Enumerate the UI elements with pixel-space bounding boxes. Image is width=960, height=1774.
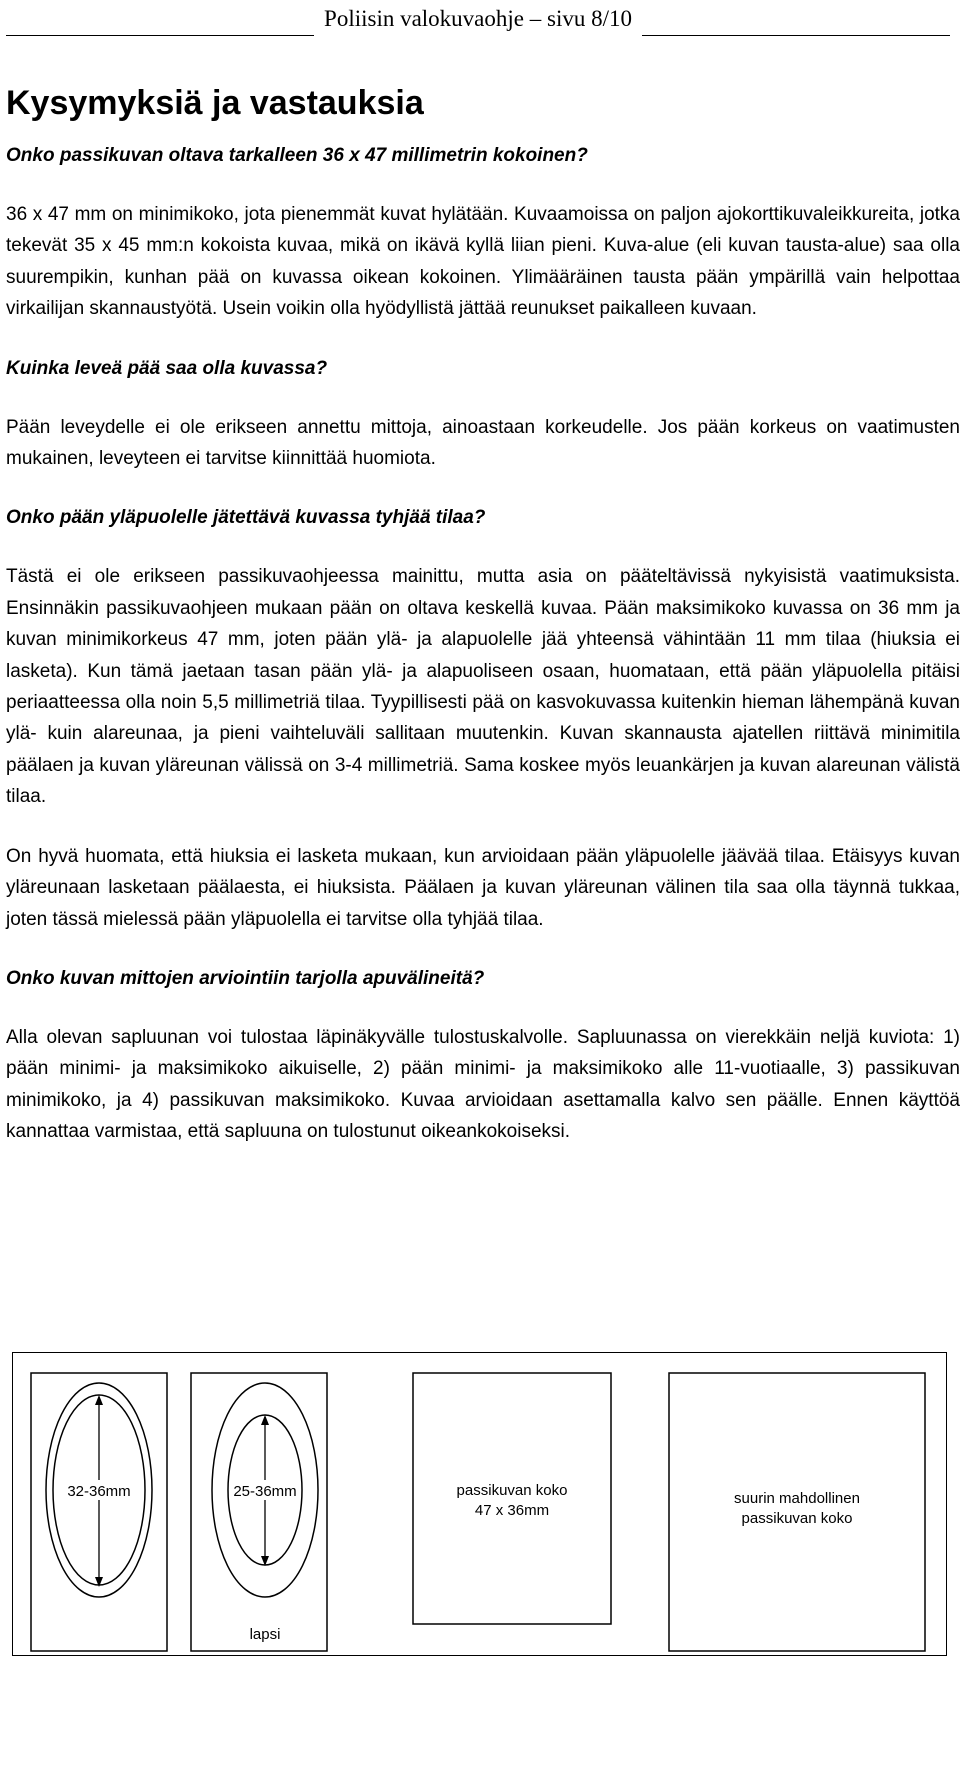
header-rule-right <box>642 8 950 36</box>
answer-4-paragraph-1: Alla olevan sapluunan voi tulostaa läpinäkyvälle tulostuskalvolle. Sapluunassa on vierekkäin neljä kuviota: 1) pään minimi- ja maksimikoko aikuiselle, 2) pään minimi- ja maksimikoko alle 11-vuotiaalle, 3) passikuvan minimikoko, ja 4) passikuvan maksimikoko. Kuvaa arvioidaan asettamalla kalvo sen päälle. Ennen käyttöä kannattaa varmistaa, että sapluuna on tulostunut oikeankokoiseksi. <box>6 1026 960 1143</box>
max-size-label-line2: passikuvan koko <box>741 1510 853 1527</box>
page-header <box>6 0 950 36</box>
question-4: Onko kuvan mittojen arviointiin tarjolla apuvälineitä? <box>6 967 485 989</box>
measurement-template <box>12 1352 947 1656</box>
answer-1-paragraph-1: 36 x 47 mm on minimikoko, jota pienemmät kuvat hylätään. Kuvaamoissa on paljon ajokorttikuvaleikkureita, jotka tekevät 35 x 45 mm:n kokoista kuvaa, mikä on ikävä kyllä liian pieni. Kuva-alue (eli kuvan tausta-alue) saa olla suurempikin, kunhan pää on kuvassa oikean kokoinen. Ylimääräinen tausta pään ympärillä vain helpottaa virkailijan skannaustyötä. Usein voikin olla hyödyllistä jättää reunukset paikalleen kuvaan. <box>6 204 960 320</box>
answer-3-paragraph-1: Tästä ei ole erikseen passikuvaohjeessa mainittu, mutta asia on pääteltävissä nykyisistä vaatimuksista. Ensinnäkin passikuvaohjeen mukaan pään on oltava keskellä kuvaa. Pään maksimikoko kuvassa on 36 mm ja kuvan minimikorkeus 47 mm, joten pään ylä- ja alapuolelle jää yhteensä vähintään 11 mm tilaa (hiuksia ei lasketa). Kun tämä jaetaan tasan pään ylä- ja alapuoliseen osaan, huomataan, että pään yläpuolella pitäisi periaatteessa olla noin 5,5 millimetriä tilaa. Tyypillisesti pää on kasvokuvassa kuitenkin hieman lähempänä kuvan ylä- kuin alareunaa, ja pieni vaihteluväli sallitaan muutenkin. Kuvan skannausta ajatellen riittävä minimitila päälaen ja kuvan yläreunan välissä on 3-4 millimetriä. Sama koskee myös leuankärjen ja kuvan alareunan välistä tilaa. <box>6 566 960 808</box>
max-size-panel <box>669 1373 925 1651</box>
page-content <box>6 70 960 1148</box>
answer-2-paragraph-1: Pään leveydelle ei ole erikseen annettu mittoja, ainoastaan korkeudelle. Jos pään korkeus on vaatimusten mukainen, leveyteen ei tarvitse kiinnittää huomiota. <box>6 416 960 470</box>
adult-range-label: 32-36mm <box>67 1483 131 1500</box>
answer-3-paragraph-2: On hyvä huomata, että hiuksia ei lasketa mukaan, kun arvioidaan pään yläpuolelle jäävää tilaa. Etäisyys kuvan yläreunaan lasketaan päälaesta, ei hiuksista. Päälaen ja kuvan yläreunan välinen tila saa olla täynnä tukkaa, joten tässä mielessä pään yläpuolella ei tarvitse olla tyhjää tilaa. <box>6 845 960 930</box>
header-title: Poliisin valokuvaohje – sivu 8/10 <box>324 6 632 31</box>
min-size-label-line2: 47 x 36mm <box>474 1502 550 1519</box>
question-2: Kuinka leveä pää saa olla kuvassa? <box>6 357 328 379</box>
child-caption: lapsi <box>249 1626 281 1643</box>
question-3: Onko pään yläpuolelle jätettävä kuvassa tyhjää tilaa? <box>6 507 486 529</box>
max-size-label-line1: suurin mahdollinen <box>734 1490 860 1507</box>
child-arrow-top <box>261 1415 269 1425</box>
question-1: Onko passikuvan oltava tarkalleen 36 x 47 millimetrin kokoinen? <box>6 145 588 166</box>
header-rule-left <box>6 8 314 36</box>
page-heading: Kysymyksiä ja vastauksia <box>6 84 424 122</box>
template-graphic <box>13 1353 945 1654</box>
min-size-panel <box>413 1373 611 1624</box>
child-head-panel <box>191 1373 327 1651</box>
min-size-label-line1: passikuvan koko <box>456 1482 568 1499</box>
child-range-label: 25-36mm <box>233 1483 297 1500</box>
adult-arrow-top <box>95 1395 103 1405</box>
adult-head-panel <box>31 1373 167 1651</box>
child-panel-frame <box>191 1373 327 1651</box>
